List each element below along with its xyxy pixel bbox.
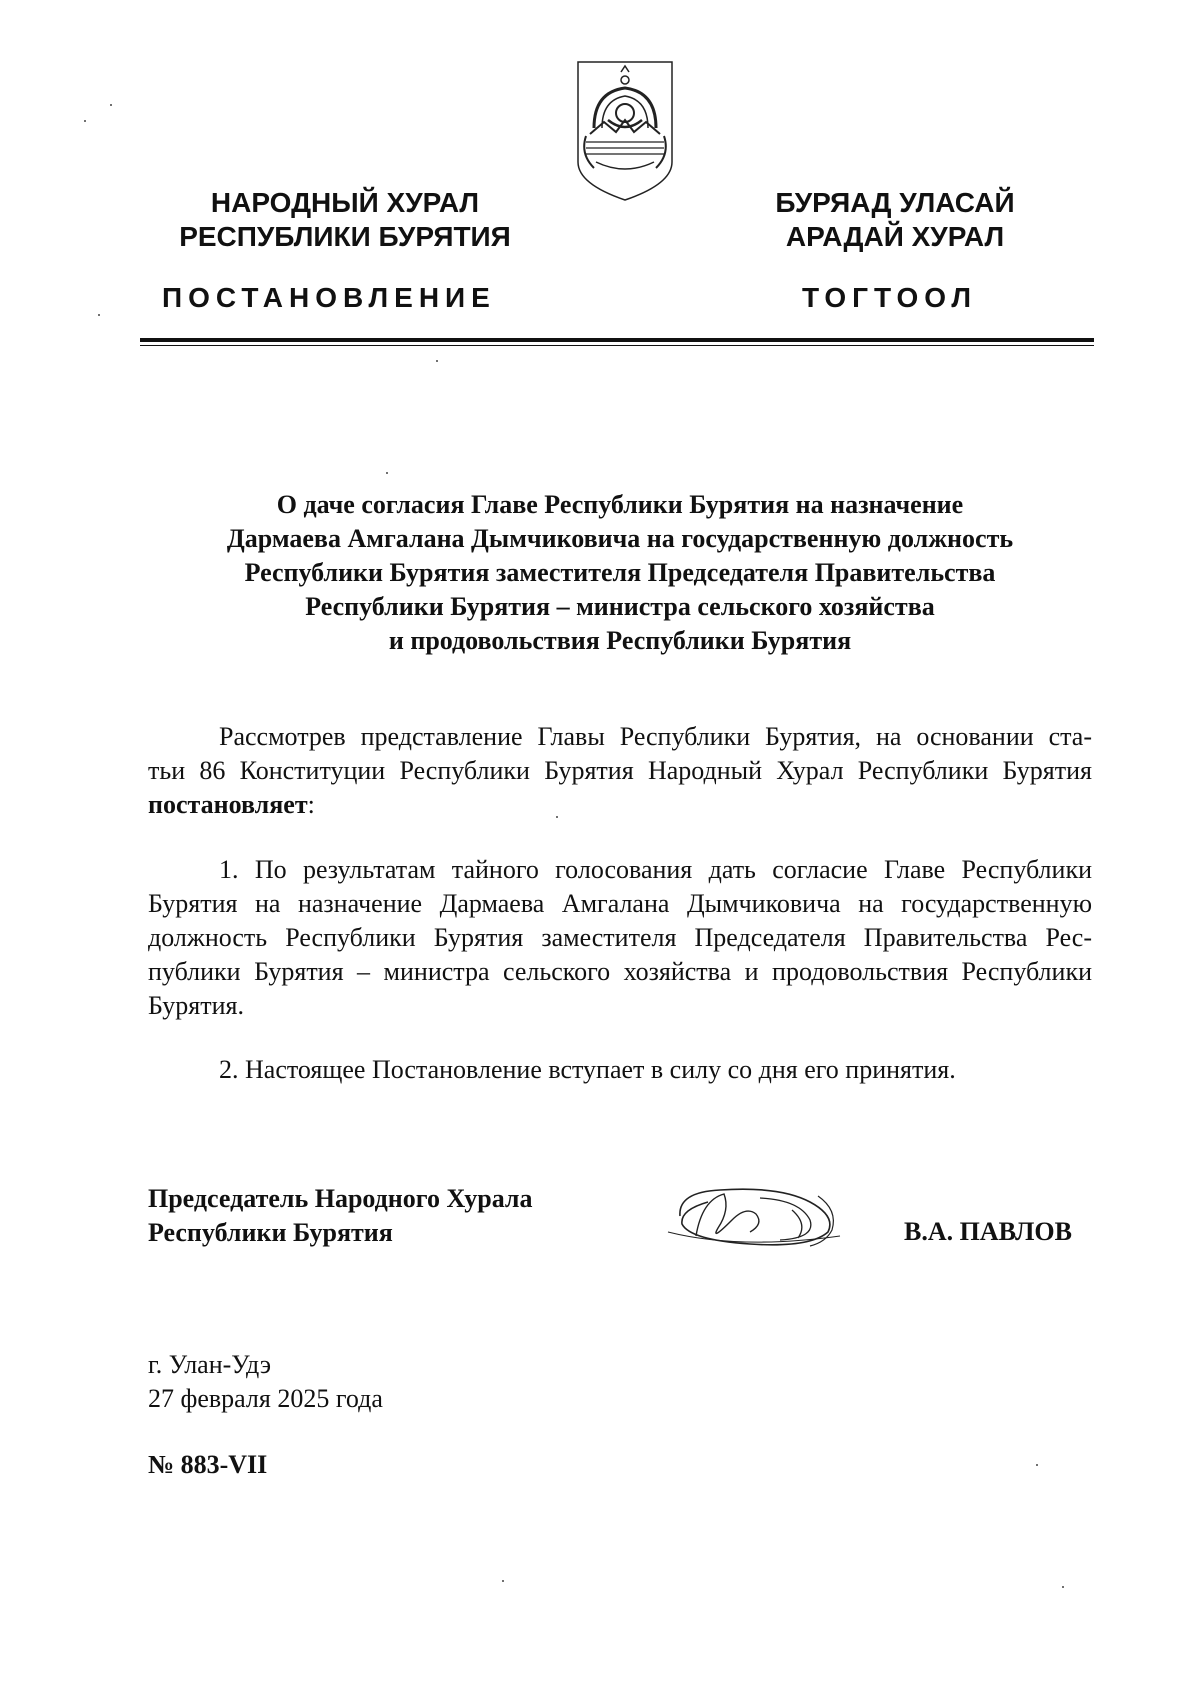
item-line: публики Бурятия – министра сельского хозяйства и продовольствия Республики bbox=[148, 957, 1092, 986]
item-line: должность Республики Бурятия заместителя Председателя Правительства Рес- bbox=[148, 923, 1092, 952]
position-line: Председатель Народного Хурала bbox=[148, 1184, 533, 1213]
document-title bbox=[150, 488, 1090, 658]
item-2-paragraph bbox=[148, 1053, 1092, 1087]
place-date bbox=[148, 1348, 383, 1416]
header-right-line2: АРАДАЙ ХУРАЛ bbox=[785, 221, 1005, 252]
item-1-paragraph bbox=[148, 853, 1092, 1023]
signatory-name: В.А. ПАВЛОВ bbox=[904, 1217, 1072, 1246]
city: г. Улан-Удэ bbox=[148, 1350, 272, 1379]
preamble-line: тьи 86 Конституции Республики Бурятия Народный Хурал Республики Бурятия bbox=[148, 756, 1092, 785]
title-line: Республики Бурятия заместителя Председателя Правительства bbox=[244, 558, 996, 587]
title-line: Республики Бурятия – министра сельского хозяйства bbox=[305, 592, 935, 621]
header-right bbox=[730, 186, 1060, 254]
header-divider bbox=[140, 338, 1094, 342]
date: 27 февраля 2025 года bbox=[148, 1384, 383, 1413]
title-line: Дармаева Амгалана Дымчиковича на государственную должность bbox=[226, 524, 1014, 553]
header-left-line1: НАРОДНЫЙ ХУРАЛ bbox=[210, 187, 480, 218]
title-line: О даче согласия Главе Республики Бурятия на назначение bbox=[276, 490, 964, 519]
scan-speck bbox=[1036, 1464, 1038, 1466]
header-left-line2: РЕСПУБЛИКИ БУРЯТИЯ bbox=[179, 221, 511, 252]
doc-type-buryat: ТОГТООЛ bbox=[802, 282, 977, 313]
title-line: и продовольствия Республики Бурятия bbox=[388, 626, 852, 655]
item-line: Бурятия. bbox=[148, 991, 244, 1020]
preamble-paragraph bbox=[148, 720, 1092, 822]
item-line: 2. Настоящее Постановление вступает в силу со дня его принятия. bbox=[219, 1055, 956, 1084]
scan-speck bbox=[110, 104, 112, 106]
preamble-decree-line bbox=[148, 788, 1092, 822]
scan-speck bbox=[98, 314, 100, 316]
document-number: № 883-VII bbox=[148, 1450, 268, 1479]
scan-speck bbox=[556, 816, 558, 818]
scan-speck bbox=[84, 120, 86, 122]
position-line: Республики Бурятия bbox=[148, 1218, 393, 1247]
doc-type-russian: ПОСТАНОВЛЕНИЕ bbox=[162, 282, 496, 313]
item-line: Бурятия на назначение Дармаева Амгалана Дымчиковича на государственную bbox=[148, 889, 1092, 918]
header-right-line1: БУРЯАД УЛАСАЙ bbox=[775, 187, 1015, 218]
decree-colon: : bbox=[307, 790, 315, 819]
item-line: 1. По результатам тайного голосования дать согласие Главе Республики bbox=[219, 855, 1092, 884]
header-left bbox=[140, 186, 550, 254]
scan-speck bbox=[502, 1580, 504, 1582]
header-divider-thin bbox=[140, 345, 1094, 346]
preamble-line: Рассмотрев представление Главы Республики Бурятия, на основании ста- bbox=[219, 722, 1092, 751]
scan-speck bbox=[436, 360, 438, 362]
scan-speck bbox=[386, 472, 388, 474]
coat-of-arms-icon bbox=[572, 58, 678, 204]
decree-word: постановляет bbox=[148, 790, 308, 819]
scan-speck bbox=[1062, 1586, 1064, 1588]
signatory-position bbox=[148, 1182, 533, 1250]
handwritten-signature-icon bbox=[660, 1180, 850, 1252]
